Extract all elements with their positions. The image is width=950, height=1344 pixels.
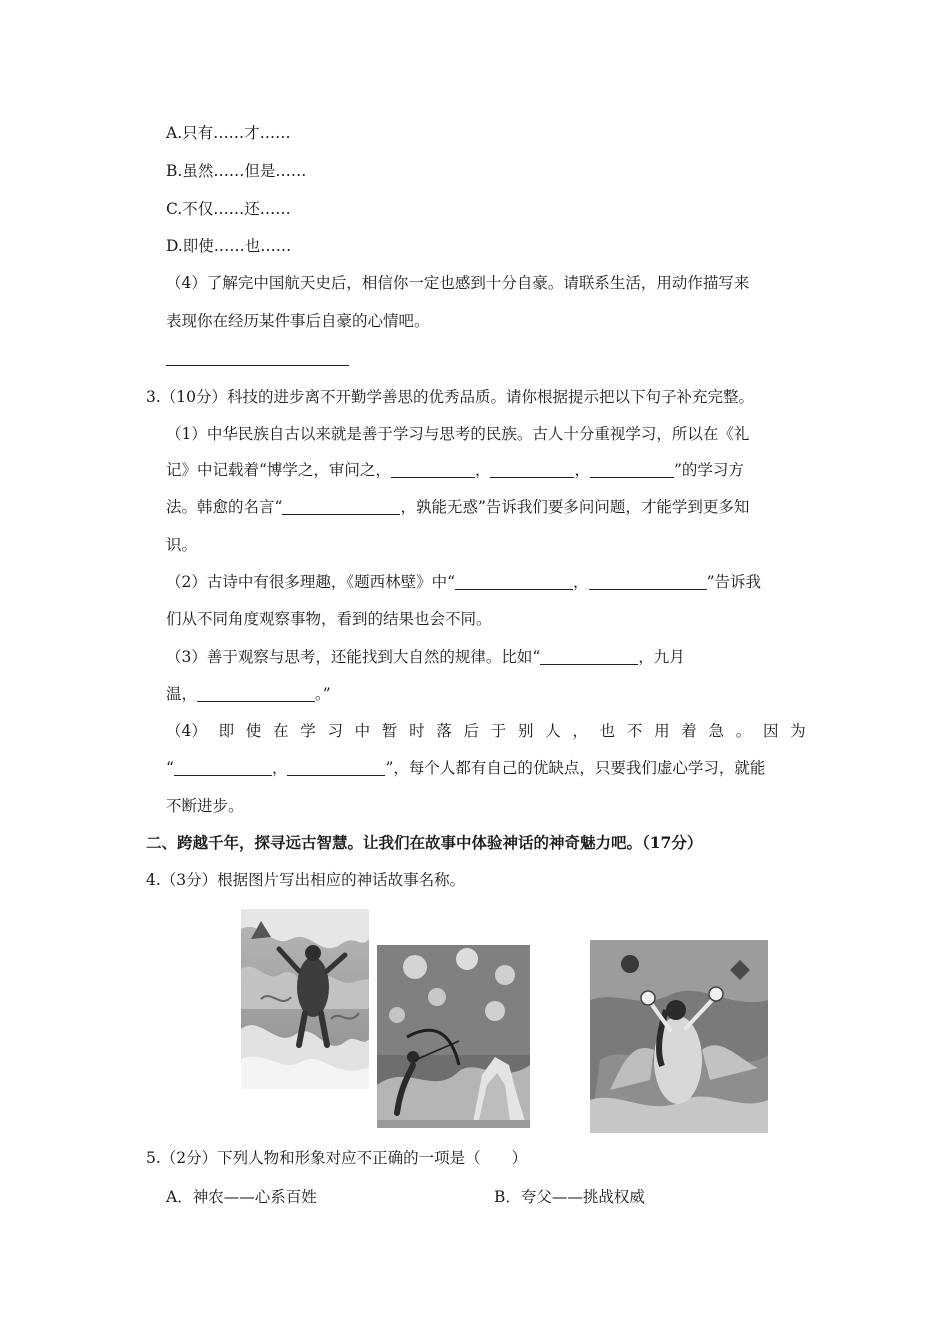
spread-char: 在 xyxy=(273,722,289,740)
spread-char: 。 xyxy=(735,722,752,740)
myth-picture-3 xyxy=(590,940,768,1133)
spread-char: 着 xyxy=(681,722,697,740)
spread-char: 暂 xyxy=(381,722,398,740)
q3-1-line4: 识。 xyxy=(166,536,198,554)
q2-4-line1: （4）了解完中国航天史后，相信你一定也感到十分自豪。请联系生活，用动作描写来 xyxy=(166,274,750,292)
myth-picture-1 xyxy=(241,909,369,1089)
answer-line[interactable] xyxy=(166,365,349,366)
spread-char: 用 xyxy=(654,722,670,740)
spread-char: （4） xyxy=(166,722,207,740)
spread-char: ， xyxy=(572,722,588,740)
q3-1-line1: （1）中华民族自古以来就是善于学习与思考的民族。古人十分重视学习，所以在《礼 xyxy=(166,425,750,443)
blank[interactable] xyxy=(490,461,574,478)
blank[interactable] xyxy=(590,461,674,478)
q4-header: 4.（3分）根据图片写出相应的神话故事名称。 xyxy=(146,871,466,889)
spread-char: 人 xyxy=(545,722,561,740)
blank[interactable] xyxy=(197,685,315,702)
q3-2-line1: （2）古诗中有很多理趣，《题西林壁》中“ ， ”告诉我 xyxy=(166,573,761,591)
blank[interactable] xyxy=(455,573,573,590)
spread-char: 习 xyxy=(327,722,343,740)
q3-3-line1: （3）善于观察与思考，还能找到大自然的规律。比如“ ，九月 xyxy=(166,648,685,666)
q3-4-line2: “ ， ”，每个人都有自己的优缺点，只要我们虚心学习，就能 xyxy=(166,759,766,777)
q2-4-line2: 表现你在经历某件事后自豪的心情吧。 xyxy=(166,312,430,330)
blank[interactable] xyxy=(287,759,385,776)
option-a: A.只有……才…… xyxy=(166,124,291,142)
spread-char: 于 xyxy=(490,722,507,740)
section-heading: 二、跨越千年，探寻远古智慧。让我们在故事中体验神话的神奇魅力吧。（17分） xyxy=(146,833,703,852)
q5-option-b: B．夸父——挑战权威 xyxy=(494,1188,645,1206)
spread-char: 学 xyxy=(300,722,316,740)
spread-char: 不 xyxy=(626,722,643,740)
q3-3-line2: 温， 。” xyxy=(166,685,331,703)
spread-char: 因 xyxy=(762,722,779,740)
blank[interactable] xyxy=(589,573,707,590)
option-d: D.即使……也…… xyxy=(166,237,292,255)
spread-char: 落 xyxy=(436,722,452,740)
spread-char: 别 xyxy=(517,722,534,740)
blank[interactable] xyxy=(391,461,475,478)
spread-char: 中 xyxy=(354,722,371,740)
spread-char: 急 xyxy=(708,722,725,740)
spread-char: 为 xyxy=(790,722,806,740)
spread-char: 也 xyxy=(599,722,616,740)
blank[interactable] xyxy=(540,648,638,665)
option-c: C.不仅……还…… xyxy=(166,200,291,218)
q3-2-line2: 们从不同角度观察事物，看到的结果也会不同。 xyxy=(166,610,492,628)
blank[interactable] xyxy=(282,498,400,515)
blank[interactable] xyxy=(174,759,272,776)
option-b: B.虽然……但是…… xyxy=(166,162,307,180)
spread-char: 后 xyxy=(463,722,480,740)
q3-header: 3.（10分）科技的进步离不开勤学善思的优秀品质。请你根据提示把以下句子补充完整。 xyxy=(146,388,755,406)
q5-option-a: A．神农——心系百姓 xyxy=(166,1188,317,1206)
q3-1-line2: 记》中记载着“博学之，审问之， ， ， ”的学习方 xyxy=(166,461,744,479)
q5-header: 5.（2分）下列人物和形象对应不正确的一项是（ ） xyxy=(146,1149,528,1167)
q3-4-line1 xyxy=(166,720,806,742)
spread-char: 使 xyxy=(245,722,262,740)
q3-4-line3: 不断进步。 xyxy=(166,797,244,815)
myth-picture-2 xyxy=(377,945,530,1128)
spread-char: 即 xyxy=(218,722,235,740)
spread-char: 时 xyxy=(409,722,425,740)
q3-1-line3: 法。韩愈的名言“ ，孰能无惑”告诉我们要多问问题，才能学到更多知 xyxy=(166,498,750,516)
